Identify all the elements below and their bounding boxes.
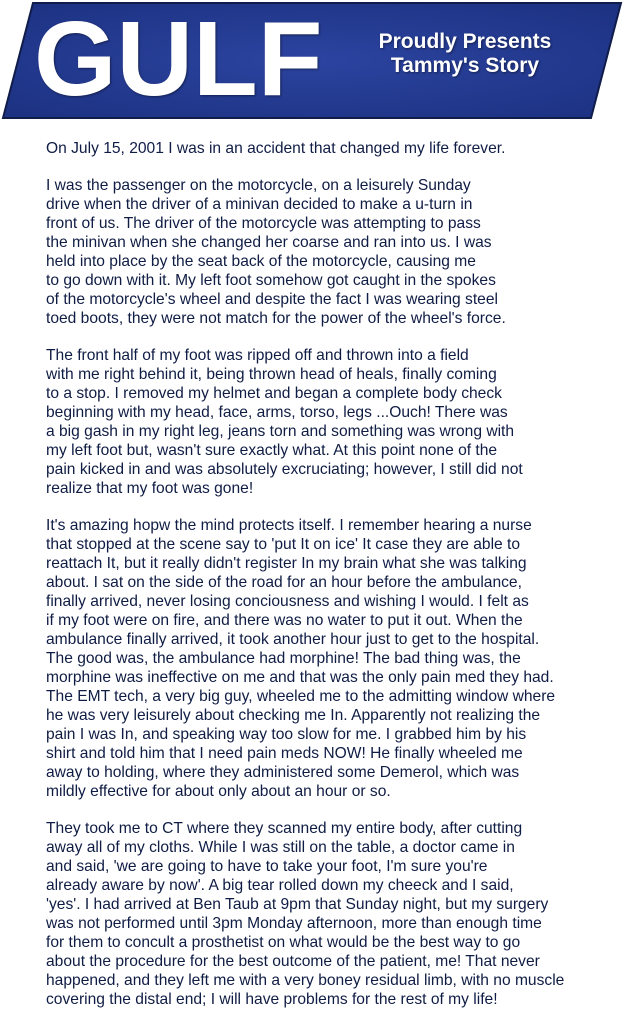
story-paragraph-1: On July 15, 2001 I was in an accident that changed my life forever. <box>46 140 506 157</box>
tagline-line-2: Tammy's Story <box>390 54 540 77</box>
story-body <box>46 139 621 1027</box>
tagline-line-1: Proudly Presents <box>378 30 552 53</box>
header-banner <box>0 0 625 122</box>
story-paragraph-4: It's amazing hopw the mind protects itself. I remember hearing a nurse that stopped at the scene say to 'put It on ice' It case they are able to reattach It, but it really didn't register In my brain what she was talking about. I sat on the side of the road for an hour before the ambulance, finally arrived, never losing conciousness and wishing I would. I felt as if my foot were on fire, and there was no water to put it out. When the ambulance finally arrived, it took another hour just to get to the hospital. The good was, the ambulance had morphine! The bad thing was, the morphine was ineffective on me and that was the only pain med they had. The EMT tech, a very big guy, wheeled me to the admitting window where he was very leisurely about checking me In. Apparently not realizing the pain I was In, and speaking way too slow for me. I grabbed him by his shirt and told him that I need pain meds NOW! He finally wheeled me away to holding, where they administered some Demerol, which was mildly effective for about only about an hour or so. <box>46 517 556 800</box>
story-paragraph-3: The front half of my foot was ripped off and thrown into a field with me right behind it, being thrown head of heals, finally coming to a stop. I removed my helmet and began a complete body check beginning with my head, face, arms, torso, legs ...Ouch! There was a big gash in my right leg, jeans torn and something was wrong with my left foot but, wasn't sure exactly what. At this point none of the pain kicked in and was absolutely excruciating; however, I still did not realize that my foot was gone! <box>46 347 523 497</box>
logo: GULF <box>34 0 323 118</box>
banner-tagline <box>355 30 575 78</box>
story-paragraph-2: I was the passenger on the motorcycle, on a leisurely Sunday drive when the driver of a minivan decided to make a u-turn in front of us. The driver of the motorcycle was attempting to pass the minivan when she changed her coarse and ran into us. I was held into place by the seat back of the motorcycle, causing me to go down with it. My left foot somehow got caught in the spokes of the motorcycle's wheel and despite the fact I was wearing steel toed boots, they were not match for the power of the wheel's force. <box>46 177 506 327</box>
story-paragraph-5: They took me to CT where they scanned my entire body, after cutting away all of my cloths. While I was still on the table, a doctor came in and said, 'we are going to have to take your foot, I'm sure you're already aware by now'. A big tear rolled down my cheeck and I said, 'yes'. I had arrived at Ben Taub at 9pm that Sunday night, but my surgery was not performed until 3pm Monday afternoon, more than enough time for them to concult a prosthetist on what would be the best way to go about the procedure for the best outcome of the patient, me! That never happened, and they left me with a very boney residual limb, with no muscle covering the distal end; I will have problems for the rest of my life! <box>46 820 565 1008</box>
